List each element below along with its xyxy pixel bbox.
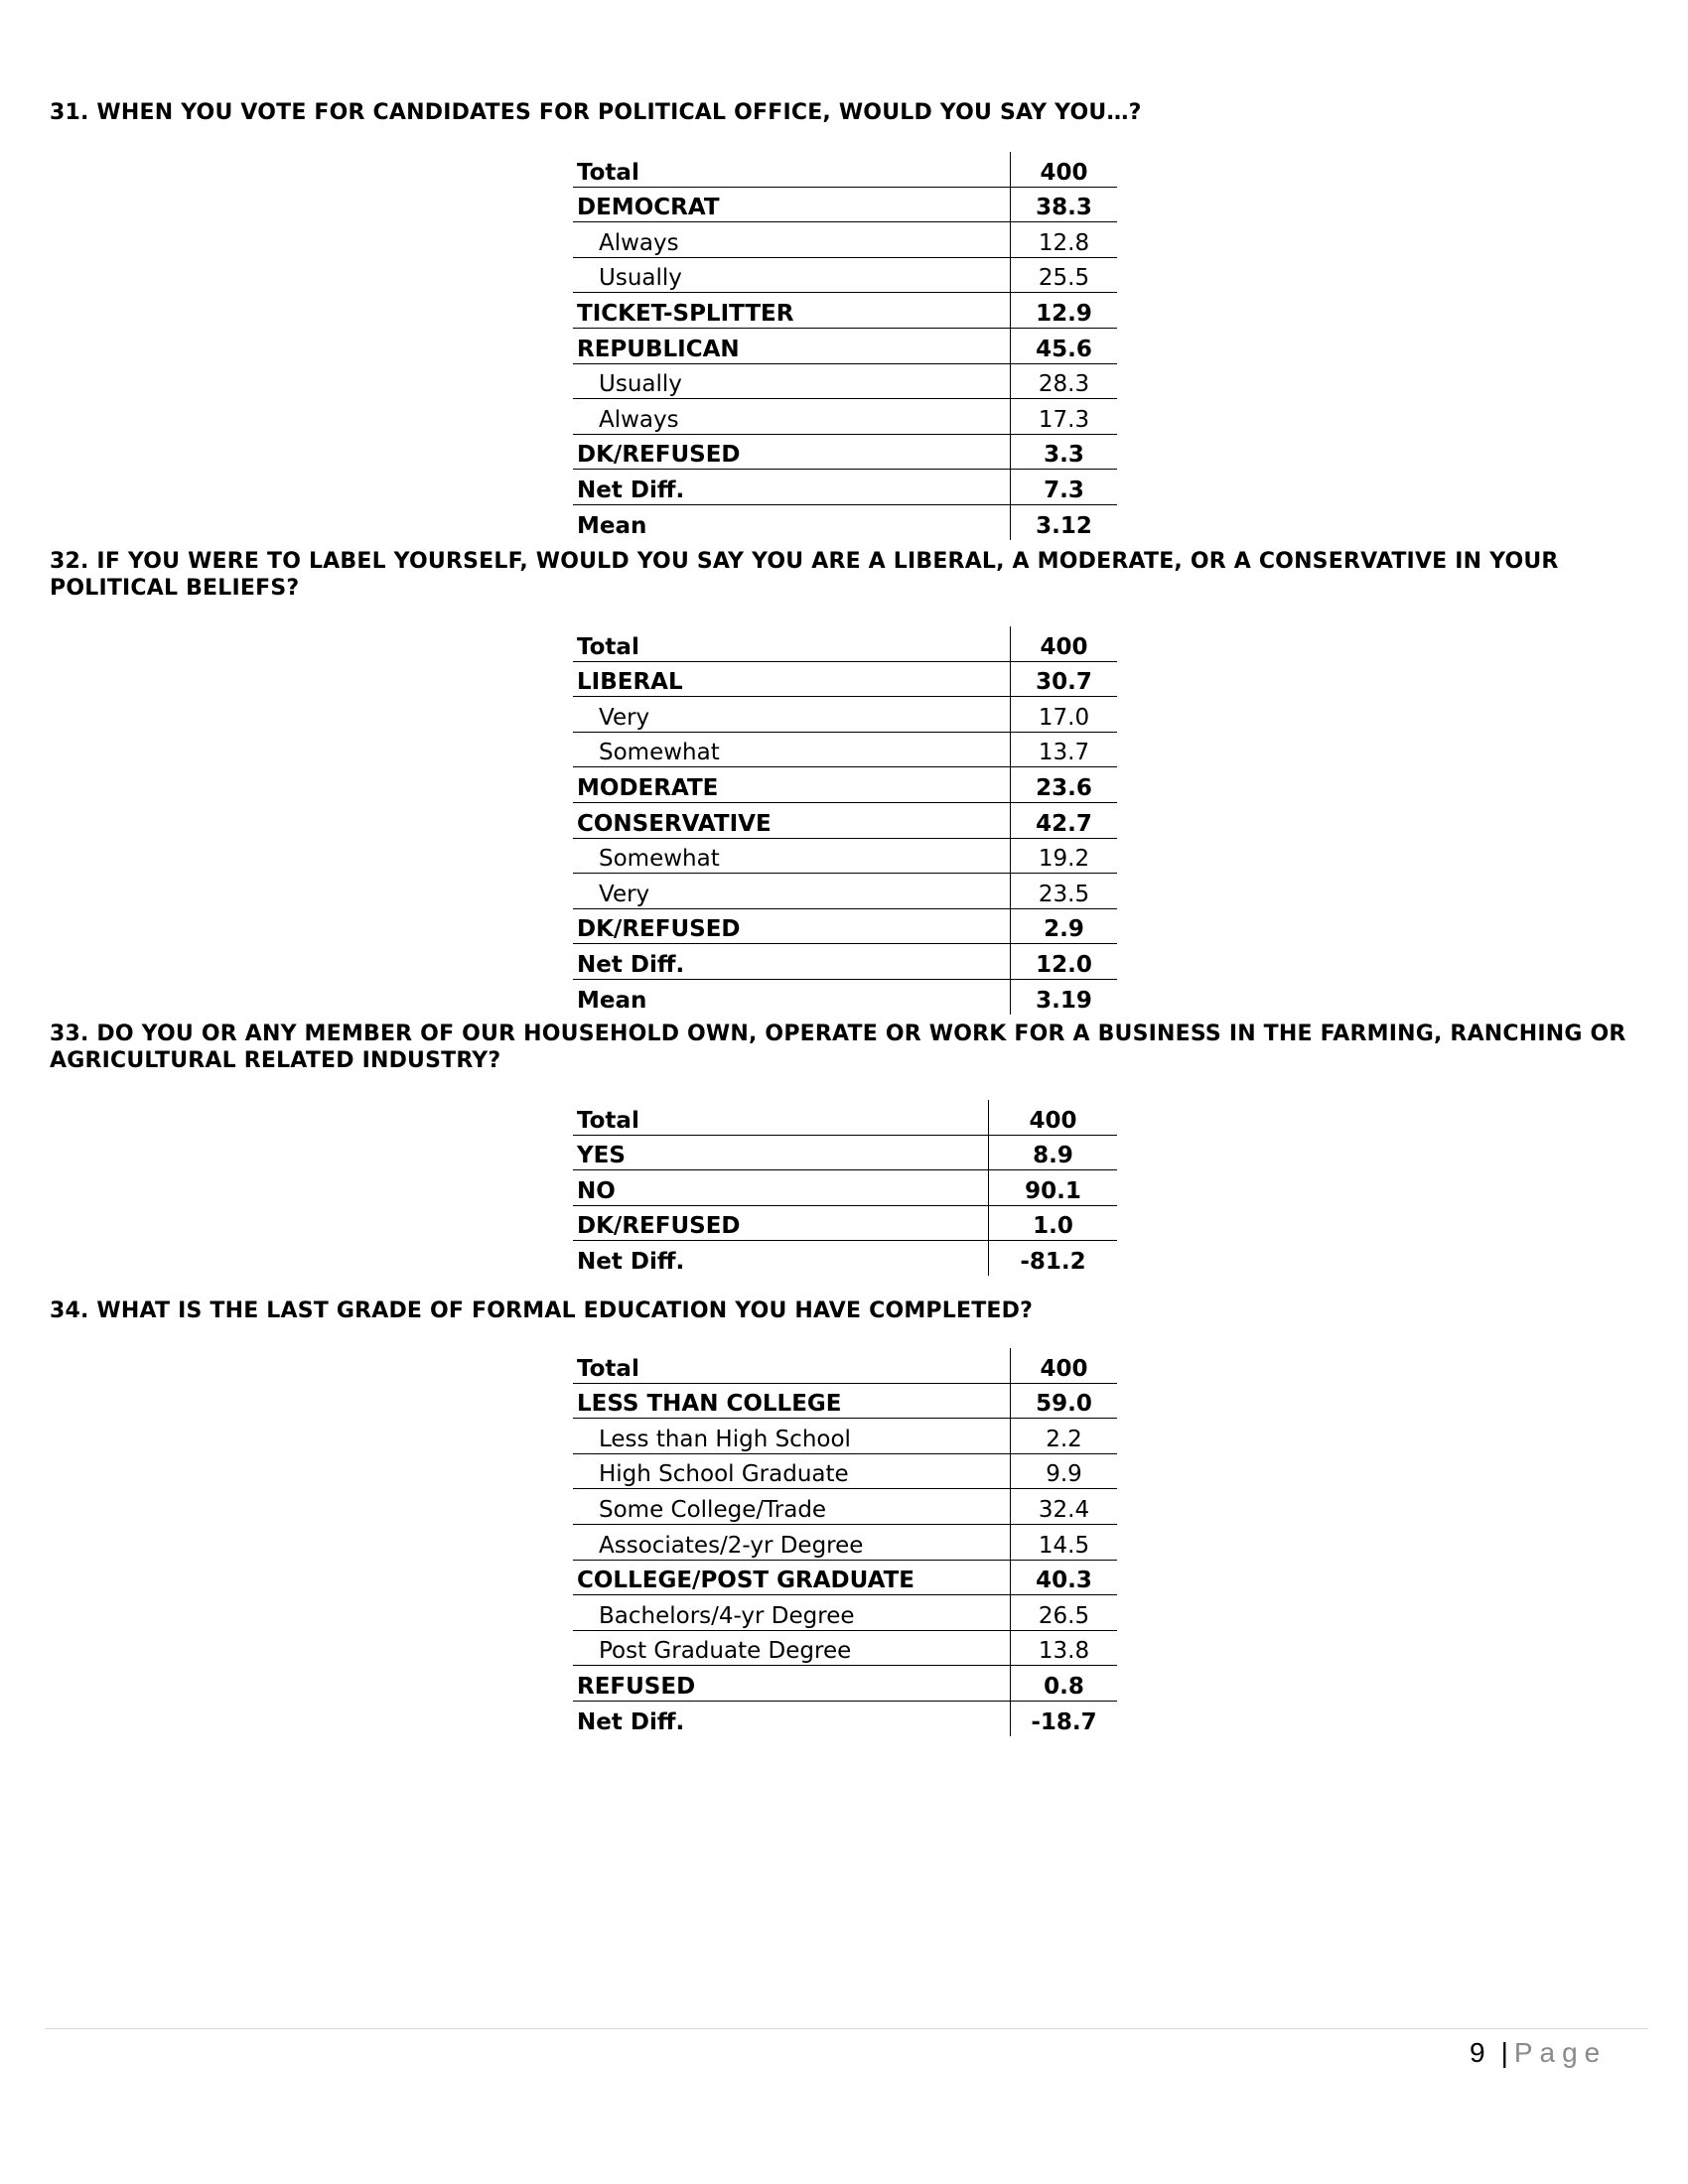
- table-row: [573, 661, 1117, 697]
- table-row: [573, 1453, 1117, 1489]
- row-label: Somewhat: [573, 838, 1011, 874]
- row-value: 7.3: [1011, 470, 1118, 505]
- row-value: 400: [1011, 1348, 1118, 1383]
- question-33-title: 33. DO YOU OR ANY MEMBER OF OUR HOUSEHOLD OWN, OPERATE OR WORK FOR A BUSINESS IN THE FARMING, RANCHING OR AGRICULTURAL RELATED INDUSTRY?: [50, 1022, 1626, 1073]
- row-value: 3.3: [1011, 434, 1118, 470]
- row-value: -81.2: [989, 1241, 1118, 1276]
- table-row: [573, 1205, 1117, 1241]
- table-row: [573, 944, 1117, 980]
- table-row: [573, 1348, 1117, 1383]
- row-value: 12.0: [1011, 944, 1118, 980]
- table-row: [573, 626, 1117, 661]
- row-value: 23.5: [1011, 874, 1118, 909]
- row-value: 90.1: [989, 1170, 1118, 1206]
- table-row: [573, 1489, 1117, 1525]
- row-value: 26.5: [1011, 1595, 1118, 1631]
- table-row: [573, 1595, 1117, 1631]
- page-number: 9: [1470, 2037, 1485, 2068]
- row-label: DK/REFUSED: [573, 434, 1011, 470]
- table-row: [573, 1100, 1117, 1135]
- table-row: [573, 874, 1117, 909]
- question-31-title: 31. WHEN YOU VOTE FOR CANDIDATES FOR POLITICAL OFFICE, WOULD YOU SAY YOU…?: [50, 100, 1142, 125]
- question-33-table: [573, 1100, 1117, 1276]
- row-value: 45.6: [1011, 328, 1118, 363]
- question-32-title: 32. IF YOU WERE TO LABEL YOURSELF, WOULD YOU SAY YOU ARE A LIBERAL, A MODERATE, OR A CONSERVATIVE IN YOUR POLITICAL BELIEFS?: [50, 549, 1559, 601]
- row-value: 30.7: [1011, 661, 1118, 697]
- table-row: [573, 293, 1117, 329]
- table-row: [573, 1383, 1117, 1419]
- table-row: [573, 767, 1117, 803]
- table-row: [573, 1630, 1117, 1666]
- row-value: 17.3: [1011, 399, 1118, 435]
- table-row: [573, 1701, 1117, 1735]
- question-34-table: [573, 1348, 1117, 1736]
- row-value: 13.8: [1011, 1630, 1118, 1666]
- table-row: [573, 504, 1117, 539]
- row-value: 32.4: [1011, 1489, 1118, 1525]
- footer-divider: [45, 2028, 1648, 2029]
- row-label: Total: [573, 626, 1011, 661]
- row-label: Usually: [573, 257, 1011, 293]
- table-row: [573, 697, 1117, 733]
- table-row: [573, 732, 1117, 767]
- row-value: 0.8: [1011, 1666, 1118, 1702]
- question-32-table: [573, 626, 1117, 1015]
- question-34-title: 34. WHAT IS THE LAST GRADE OF FORMAL EDUCATION YOU HAVE COMPLETED?: [50, 1298, 1034, 1323]
- row-label: Somewhat: [573, 732, 1011, 767]
- row-label: Very: [573, 874, 1011, 909]
- table-row: [573, 1560, 1117, 1595]
- row-label: YES: [573, 1135, 989, 1170]
- row-label: MODERATE: [573, 767, 1011, 803]
- row-label: TICKET-SPLITTER: [573, 293, 1011, 329]
- row-label: Mean: [577, 512, 647, 539]
- row-label: Post Graduate Degree: [573, 1630, 1011, 1666]
- row-label: LIBERAL: [573, 661, 1011, 697]
- row-label: Always: [573, 222, 1011, 258]
- row-label: REFUSED: [573, 1666, 1011, 1702]
- row-value: -18.7: [1011, 1701, 1118, 1735]
- table-row: [573, 908, 1117, 944]
- row-label: REPUBLICAN: [573, 328, 1011, 363]
- table-row: [573, 1241, 1117, 1276]
- table-row: [573, 838, 1117, 874]
- row-label: Always: [573, 399, 1011, 435]
- row-value: 13.7: [1011, 732, 1118, 767]
- row-label: Associates/2-yr Degree: [573, 1524, 1011, 1560]
- page-label: Page: [1513, 2037, 1608, 2068]
- row-value: 38.3: [1011, 187, 1118, 222]
- row-value: 19.2: [1011, 838, 1118, 874]
- table-row: [573, 802, 1117, 838]
- row-label: Some College/Trade: [573, 1489, 1011, 1525]
- row-label: Less than High School: [573, 1419, 1011, 1454]
- row-value: 42.7: [1011, 802, 1118, 838]
- table-row: [573, 328, 1117, 363]
- row-label: Net Diff.: [573, 944, 1011, 980]
- row-label: Bachelors/4-yr Degree: [573, 1595, 1011, 1631]
- table-row: [573, 399, 1117, 435]
- row-label: DK/REFUSED: [573, 908, 1011, 944]
- row-label: CONSERVATIVE: [573, 802, 1011, 838]
- row-label: COLLEGE/POST GRADUATE: [573, 1560, 1011, 1595]
- table-row: [573, 187, 1117, 222]
- row-value: 9.9: [1011, 1453, 1118, 1489]
- table-row: [573, 470, 1117, 505]
- row-label: Mean: [577, 987, 647, 1014]
- row-label: Usually: [573, 363, 1011, 399]
- row-value: 2.2: [1011, 1419, 1118, 1454]
- row-label: Net Diff.: [573, 470, 1011, 505]
- table-row: [573, 1170, 1117, 1206]
- table-row: [573, 1419, 1117, 1454]
- row-value: 2.9: [1011, 908, 1118, 944]
- row-value: 59.0: [1011, 1383, 1118, 1419]
- row-value: 12.8: [1011, 222, 1118, 258]
- row-value: 25.5: [1011, 257, 1118, 293]
- row-value: 28.3: [1011, 363, 1118, 399]
- question-31-table: [573, 152, 1117, 540]
- table-row: [573, 152, 1117, 187]
- row-value: 23.6: [1011, 767, 1118, 803]
- table-row: [573, 434, 1117, 470]
- row-label: Net Diff.: [577, 1708, 685, 1735]
- table-row: [573, 979, 1117, 1014]
- row-label: Net Diff.: [577, 1248, 685, 1275]
- page-separator: |: [1500, 2037, 1508, 2068]
- row-value: 14.5: [1011, 1524, 1118, 1560]
- row-label: NO: [573, 1170, 989, 1206]
- table-row: [573, 1524, 1117, 1560]
- row-value: 17.0: [1011, 697, 1118, 733]
- table-row: [573, 222, 1117, 258]
- table-row: [573, 1666, 1117, 1702]
- row-label: DEMOCRAT: [573, 187, 1011, 222]
- row-label: DK/REFUSED: [573, 1205, 989, 1241]
- table-row: [573, 363, 1117, 399]
- table-row: [573, 257, 1117, 293]
- row-value: 3.19: [1011, 979, 1118, 1014]
- row-label: Very: [573, 697, 1011, 733]
- row-value: 12.9: [1011, 293, 1118, 329]
- row-value: 1.0: [989, 1205, 1118, 1241]
- row-value: 40.3: [1011, 1560, 1118, 1595]
- row-label: Total: [573, 152, 1011, 187]
- row-value: 400: [1011, 626, 1118, 661]
- row-value: 400: [989, 1100, 1118, 1135]
- row-value: 8.9: [989, 1135, 1118, 1170]
- row-label: LESS THAN COLLEGE: [573, 1383, 1011, 1419]
- row-value: 400: [1011, 152, 1118, 187]
- table-row: [573, 1135, 1117, 1170]
- row-label: High School Graduate: [573, 1453, 1011, 1489]
- row-label: Total: [573, 1348, 1011, 1383]
- row-value: 3.12: [1011, 504, 1118, 539]
- row-label: Total: [573, 1100, 989, 1135]
- page-footer: [1470, 2033, 1607, 2073]
